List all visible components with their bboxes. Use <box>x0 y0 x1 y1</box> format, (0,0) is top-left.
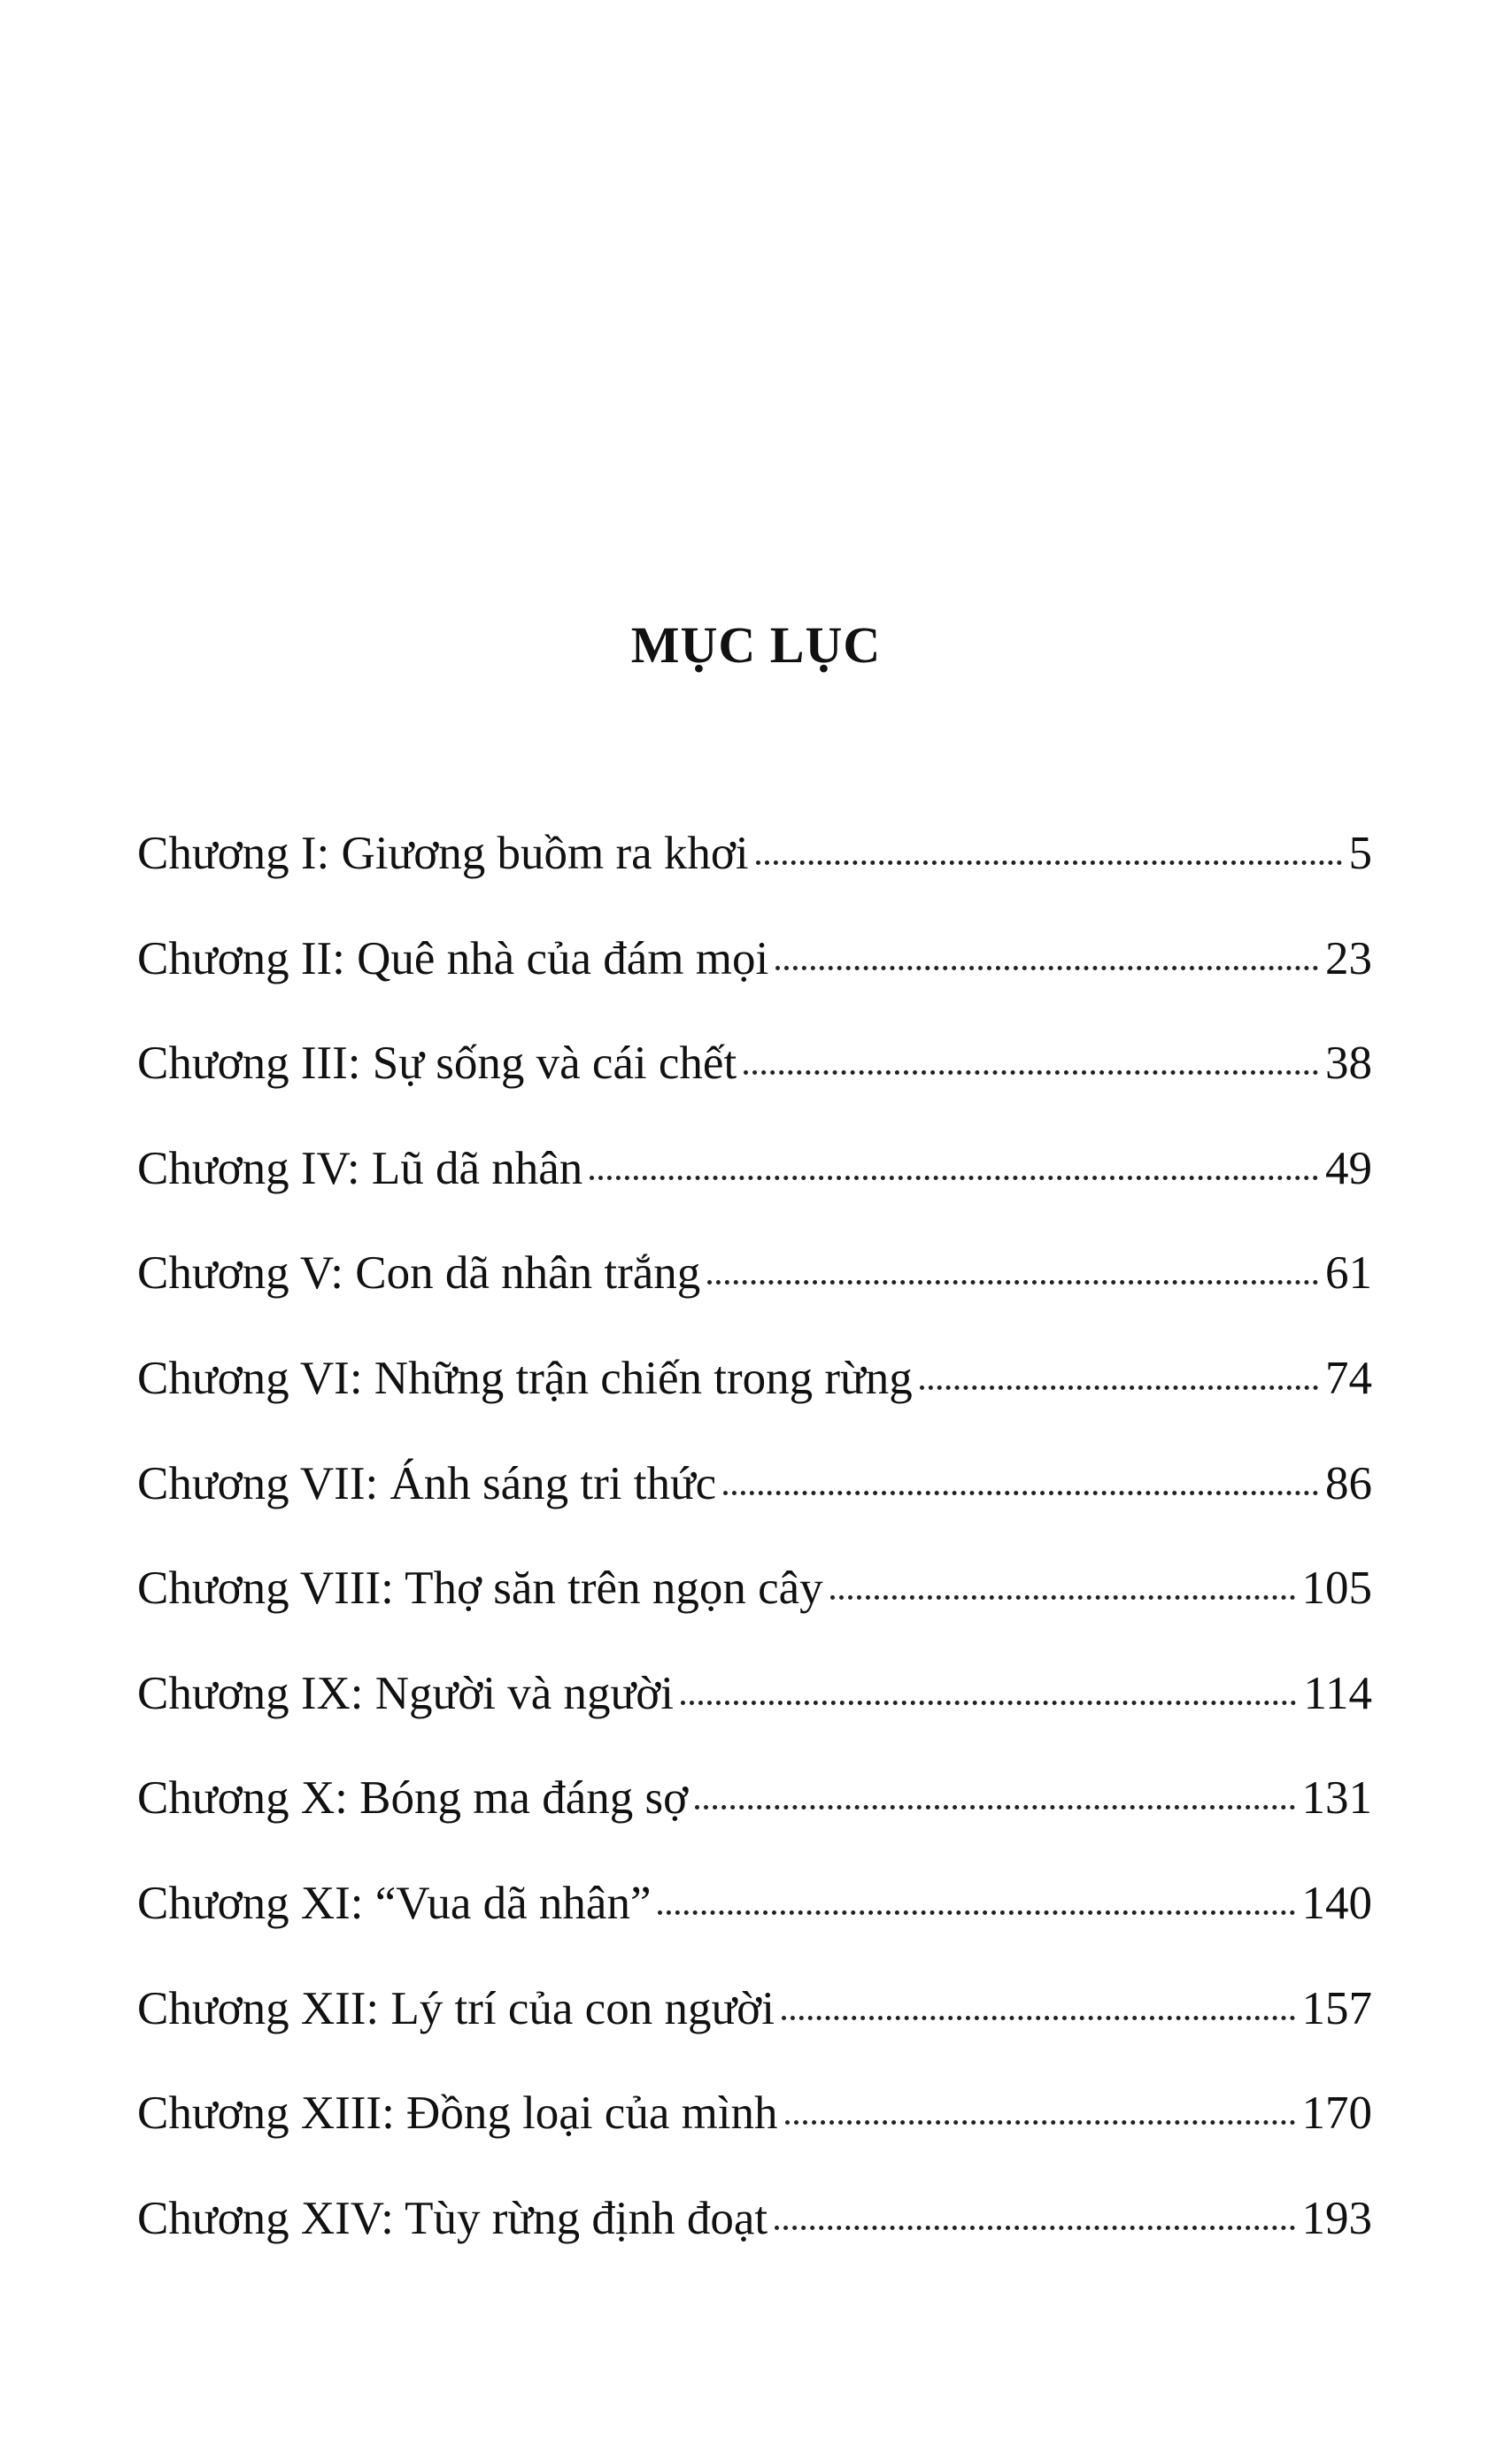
toc-entry-title: Chương I: Giương buồm ra khơi <box>137 828 749 879</box>
toc-entry <box>137 1667 1372 1776</box>
toc-entry-page: 49 <box>1325 1142 1372 1194</box>
toc-entry-page: 193 <box>1301 2192 1372 2244</box>
dot-leader <box>695 1805 1294 1810</box>
page-title: MỤC LỤC <box>630 616 882 674</box>
toc-entry-title: Chương VII: Ánh sáng tri thức <box>137 1457 717 1509</box>
dot-leader <box>723 1491 1318 1495</box>
toc-entry-page: 74 <box>1325 1352 1372 1404</box>
toc-entry <box>137 2087 1372 2195</box>
toc-entry-title: Chương II: Quê nhà của đám mọi <box>137 932 769 984</box>
toc-entry-title: Chương XIII: Đồng loại của mình <box>137 2087 778 2140</box>
dot-leader <box>830 1595 1295 1600</box>
toc-entry-title: Chương XIV: Tùy rừng định đoạt <box>137 2192 768 2244</box>
toc-entry-page: 157 <box>1301 1982 1372 2034</box>
dot-leader <box>744 1070 1318 1075</box>
toc-entry-page: 5 <box>1348 828 1372 879</box>
toc-entry-title: Chương XII: Lý trí của con người <box>137 1982 775 2034</box>
toc-entry-title: Chương X: Bóng ma đáng sợ <box>137 1772 689 1825</box>
dot-leader <box>782 2016 1295 2020</box>
toc-entry-page: 114 <box>1303 1667 1372 1719</box>
toc-entry-page: 61 <box>1325 1247 1372 1300</box>
toc-entry-page: 140 <box>1301 1877 1372 1929</box>
toc-entry <box>137 1877 1372 1986</box>
dot-leader <box>658 1910 1294 1915</box>
dot-leader <box>785 2120 1295 2125</box>
toc-entry <box>137 932 1372 1041</box>
dot-leader <box>681 1701 1296 1705</box>
toc-entry-title: Chương VI: Những trận chiến trong rừng <box>137 1352 913 1404</box>
dot-leader <box>707 1280 1318 1285</box>
toc-entry-page: 170 <box>1301 2087 1372 2140</box>
toc-entry-page: 38 <box>1325 1038 1372 1090</box>
toc-entry-title: Chương IX: Người và người <box>137 1667 675 1719</box>
toc-entry <box>137 1457 1372 1566</box>
toc-entry-page: 105 <box>1301 1563 1372 1615</box>
toc-entry <box>137 830 1372 936</box>
dot-leader <box>920 1385 1318 1390</box>
table-of-contents <box>137 830 1372 2300</box>
toc-entry-title: Chương VIII: Thợ săn trên ngọn cây <box>137 1563 823 1615</box>
toc-entry-title: Chương XI: “Vua dã nhân” <box>137 1877 652 1929</box>
dot-leader <box>756 860 1342 865</box>
toc-entry <box>137 1352 1372 1461</box>
dot-leader <box>775 966 1318 970</box>
toc-entry-page: 86 <box>1325 1457 1372 1509</box>
toc-entry <box>137 1982 1372 2091</box>
toc-entry-title: Chương IV: Lũ dã nhân <box>137 1142 583 1194</box>
toc-entry-page: 23 <box>1325 932 1372 984</box>
toc-entry-page: 131 <box>1301 1772 1372 1825</box>
toc-entry <box>137 1247 1372 1355</box>
dot-leader <box>775 2226 1294 2230</box>
dot-leader <box>590 1176 1318 1180</box>
toc-entry <box>137 1142 1372 1251</box>
toc-entry-title: Chương III: Sự sống và cái chết <box>137 1038 737 1090</box>
toc-entry-title: Chương V: Con dã nhân trắng <box>137 1247 701 1300</box>
toc-entry <box>137 1772 1372 1880</box>
toc-entry <box>137 1565 1372 1671</box>
toc-entry <box>137 1040 1372 1146</box>
toc-entry <box>137 2192 1372 2301</box>
